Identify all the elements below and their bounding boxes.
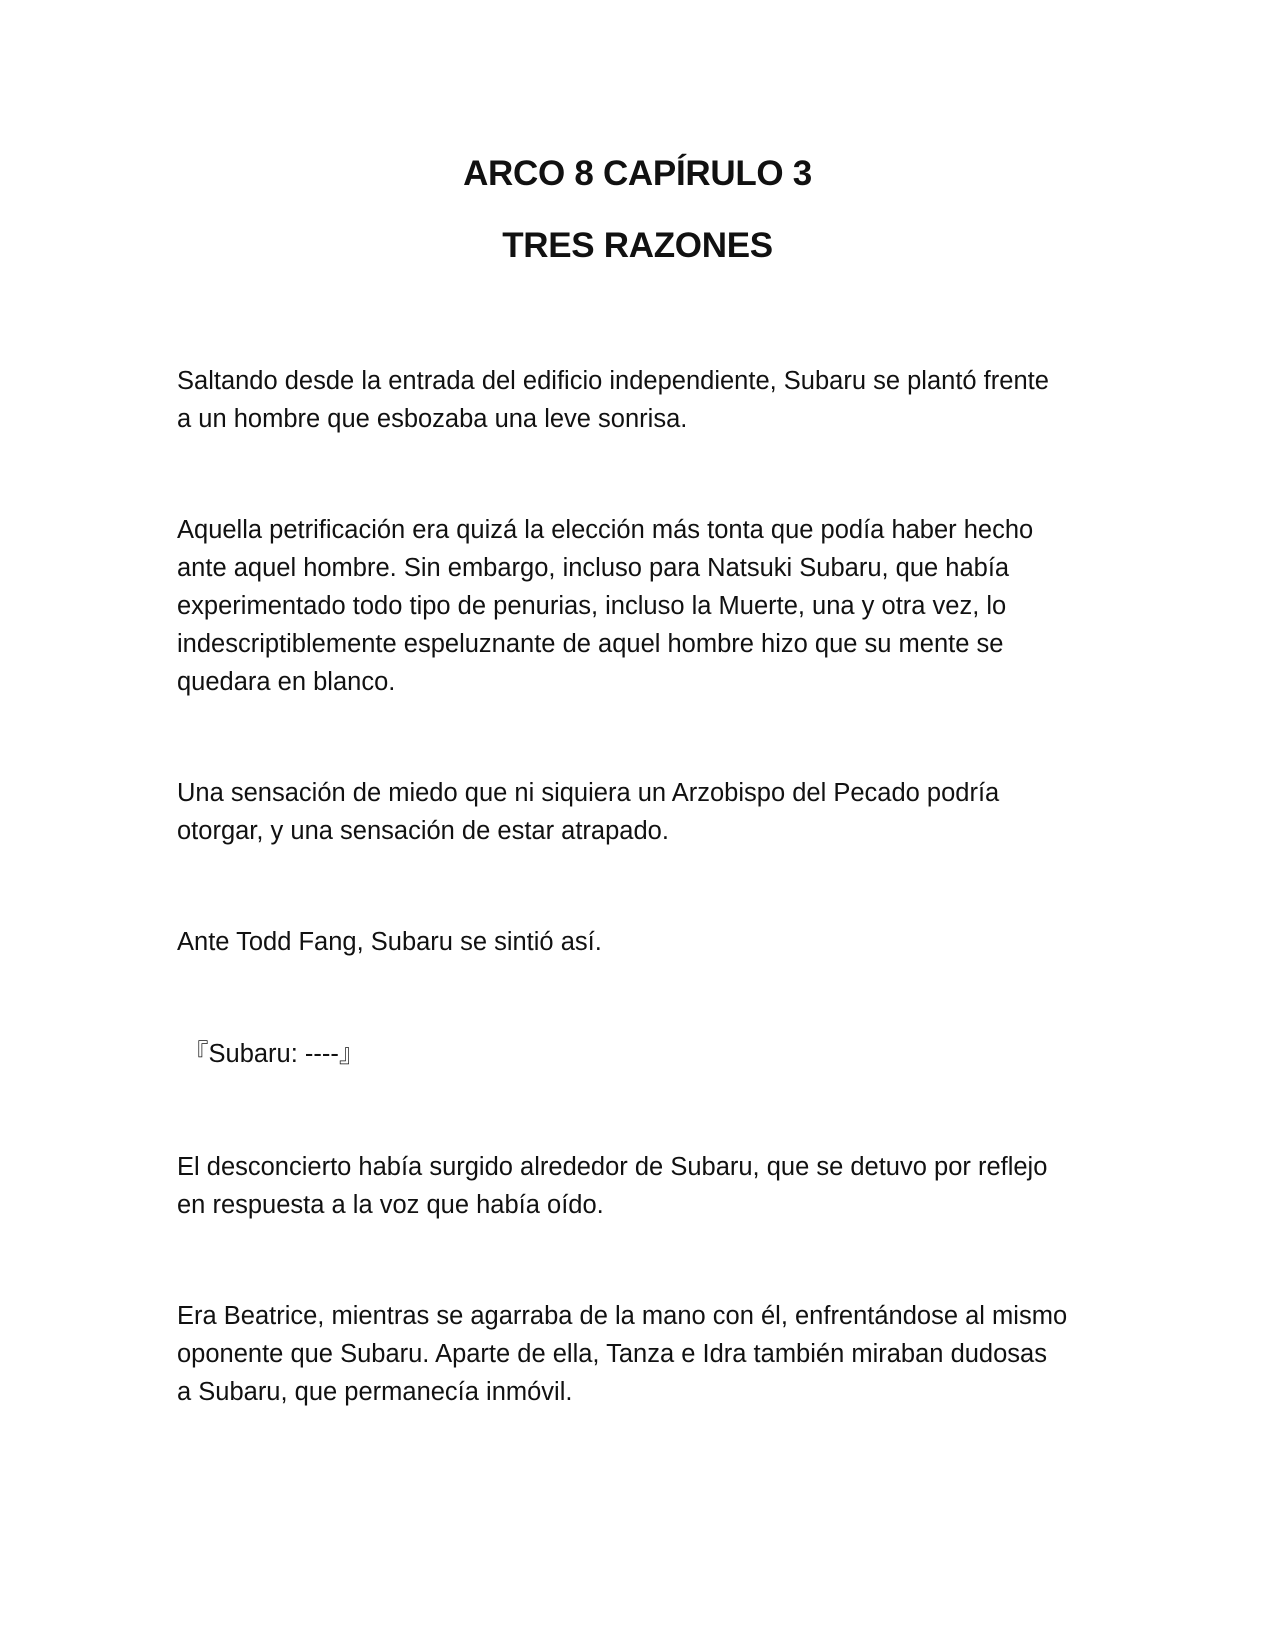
- paragraph-line: Era Beatrice, mientras se agarraba de la mano con él, enfrentándose al mismo: [177, 1302, 1068, 1330]
- paragraph-line: Saltando desde la entrada del edificio independiente, Subaru se plantó frente: [177, 367, 1049, 395]
- paragraph-line: ante aquel hombre. Sin embargo, incluso para Natsuki Subaru, que había: [177, 554, 1010, 582]
- paragraph-line: indescriptiblemente espeluznante de aquel hombre hizo que su mente se: [177, 630, 1004, 658]
- dialogue-line: [183, 1035, 1123, 1073]
- paragraph: [177, 511, 1117, 701]
- paragraph-line: Aquella petrificación era quizá la elección más tonta que podía haber hecho: [177, 516, 1034, 544]
- paragraph: [177, 1297, 1117, 1411]
- paragraph-line: Una sensación de miedo que ni siquiera un Arzobispo del Pecado podría: [177, 779, 1000, 807]
- paragraph-line: experimentado todo tipo de penurias, incluso la Muerte, una y otra vez, lo: [177, 592, 1007, 620]
- paragraph: [177, 1148, 1117, 1224]
- paragraph-line: oponente que Subaru. Aparte de ella, Tanza e Idra también miraban dudosas: [177, 1340, 1047, 1368]
- paragraph: [177, 923, 1117, 961]
- paragraph-line: a un hombre que esbozaba una leve sonrisa.: [177, 405, 688, 433]
- paragraph-line: 『Subaru: ----』: [183, 1040, 365, 1068]
- paragraph: [177, 362, 1117, 438]
- paragraph-line: quedara en blanco.: [177, 668, 396, 696]
- chapter-subtitle: TRES RAZONES: [502, 226, 773, 265]
- paragraph-line: otorgar, y una sensación de estar atrapado.: [177, 817, 669, 845]
- chapter-title: ARCO 8 CAPÍRULO 3: [463, 154, 812, 193]
- paragraph-line: Ante Todd Fang, Subaru se sintió así.: [177, 928, 602, 956]
- paragraph-line: El desconcierto había surgido alrededor de Subaru, que se detuvo por reflejo: [177, 1153, 1048, 1181]
- paragraph: [177, 774, 1117, 850]
- paragraph-line: a Subaru, que permanecía inmóvil.: [177, 1378, 573, 1406]
- paragraph-line: en respuesta a la voz que había oído.: [177, 1191, 604, 1219]
